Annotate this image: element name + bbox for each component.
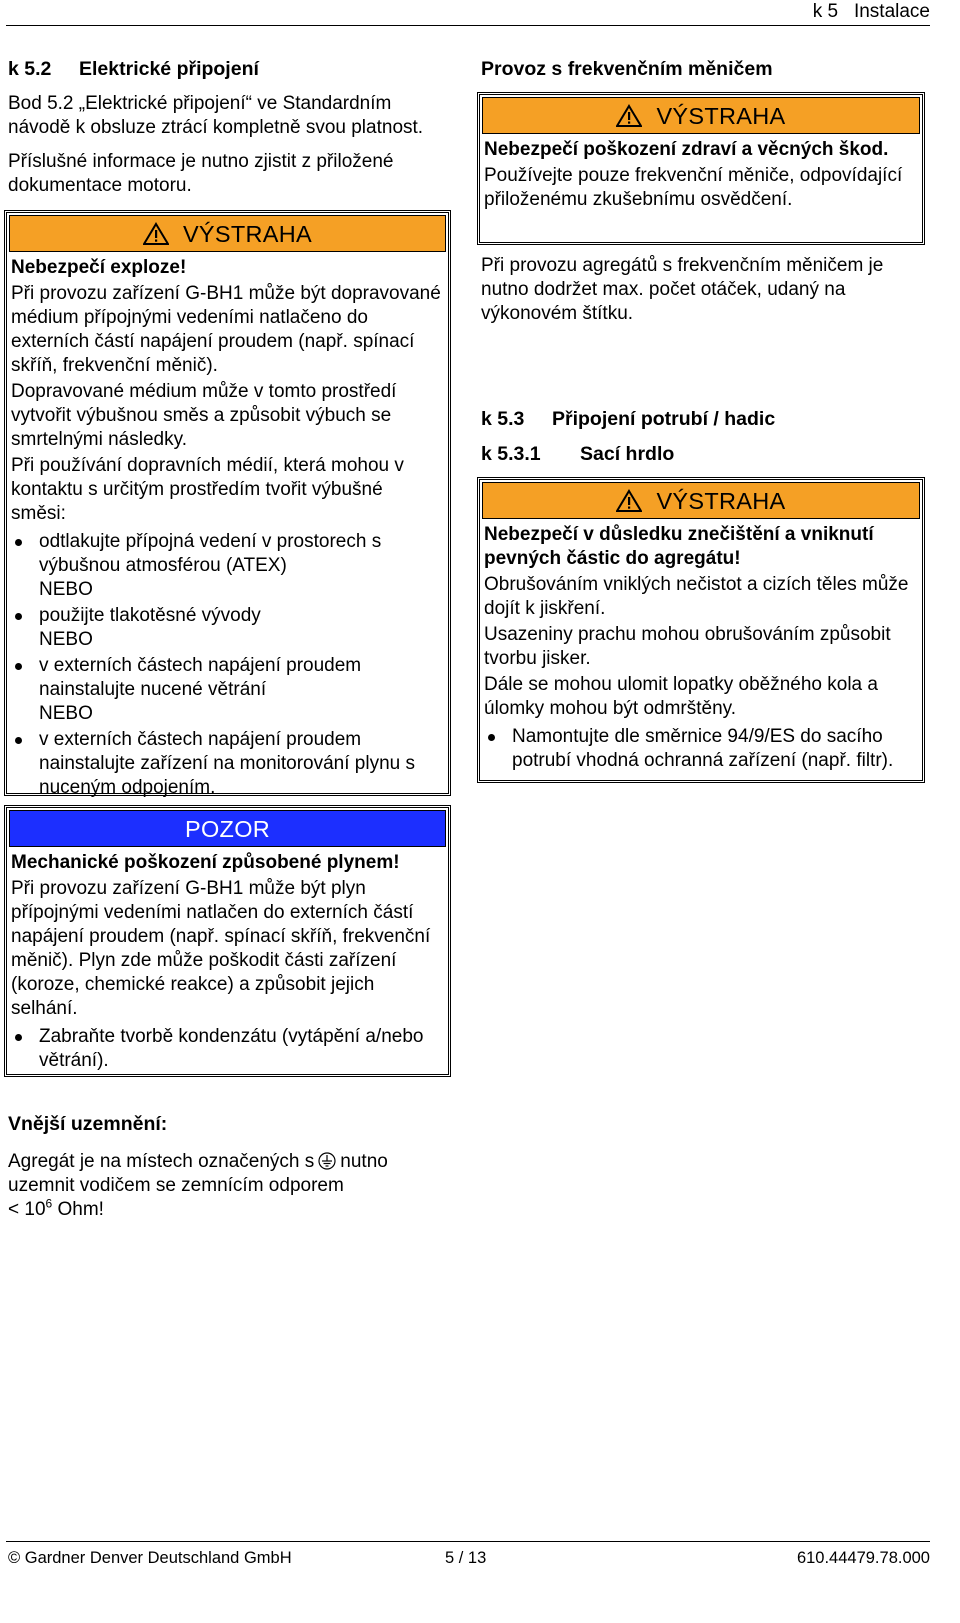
warning-bullet-list xyxy=(11,530,442,800)
section-number: k 5.2 xyxy=(8,58,52,80)
list-item: odtlakujte přípojná vedení v prostorech s výbušnou atmosférou (ATEX) NEBO xyxy=(11,530,442,602)
warning-para1: Při provozu zařízení G-BH1 může být dopravované médium přípojnými vedeními natlačeno do externích částí napájení proudem (např. spínací skříň, frekvenční měnič). xyxy=(11,283,441,376)
warning-freq-box xyxy=(477,92,925,245)
warning-label: VÝSTRAHA xyxy=(656,487,786,514)
section-title: Elektrické připojení xyxy=(79,58,259,80)
footer-page-number: 5 / 13 xyxy=(445,1549,487,1567)
warning-para3: Při používání dopravních médií, která mohou v kontaktu s určitým prostředím tvořit výbušné směsi: xyxy=(11,455,404,524)
warning-para2: Dopravované médium může v tomto prostředí vytvořit výbušnou směs a způsobit výbuch se smrtelnými následky. xyxy=(11,381,397,450)
warning-subtitle: Nebezpečí poškození zdraví a věcných škod. xyxy=(484,139,889,160)
freq-heading: Provoz s frekvenčním měničem xyxy=(481,58,773,80)
section-title: Sací hrdlo xyxy=(580,443,675,465)
grounding-text: Agregát je na místech označených s nutno uzemnit vodičem se zemnícím odporem < $10^6$ Ohm! xyxy=(8,1151,388,1220)
caution-para1: Při provozu zařízení G-BH1 může být plyn přípojnými vedeními natlačen do externích částí napájení proudem (např. spínací skříň, frekvenční měnič). Plyn zde může poškodit části zařízení (koroze, chemické reakce) a způsobit jejich selhání. xyxy=(11,878,431,1019)
section-5-3-1-heading xyxy=(481,442,674,466)
caution-label: POZOR xyxy=(185,815,271,842)
warning-subtitle: Nebezpečí v důsledku znečištění a vniknutí pevných částic do agregátu! xyxy=(484,524,874,569)
list-item: použijte tlakotěsné vývody NEBO xyxy=(11,604,442,652)
header-title: Instalace xyxy=(853,1,930,22)
warning-explosion-box xyxy=(4,210,451,796)
warning-subtitle: Nebezpečí exploze! xyxy=(11,257,187,278)
list-item: Namontujte dle směrnice 94/9/ES do sacího potrubí vhodná ochranná zařízení (např. filtr). xyxy=(484,725,916,773)
list-item: Zabraňte tvorbě kondenzátu (vytápění a/nebo větrání). xyxy=(11,1025,442,1073)
warning-triangle-icon xyxy=(616,104,642,128)
footer-copyright: © Gardner Denver Deutschland GmbH xyxy=(8,1549,292,1567)
section-5-2-para1: Bod 5.2 „Elektrické připojení“ ve Standardním návodě k obsluze ztrácí kompletně svou platnost. xyxy=(8,93,424,138)
header-rule xyxy=(6,25,930,26)
footer-rule xyxy=(6,1541,930,1542)
warning-bullet-list xyxy=(484,725,916,773)
caution-bullet-list xyxy=(11,1025,442,1073)
warning-para3: Dále se mohou ulomit lopatky oběžného kola a úlomky mohou být odmrštěny. xyxy=(484,674,878,719)
list-item: v externích částech napájení proudem nainstalujte zařízení na monitorování plynu s nuceným odpojením. xyxy=(11,728,442,800)
warning-triangle-icon xyxy=(616,489,642,513)
page-header xyxy=(813,0,930,24)
caution-subtitle: Mechanické poškození způsobené plynem! xyxy=(11,852,400,873)
warning-particles-header xyxy=(482,482,920,519)
caution-gas-box xyxy=(4,805,451,1077)
caution-gas-header xyxy=(9,810,446,847)
warning-para1: Používejte pouze frekvenční měniče, odpovídající přiloženému zkušebnímu osvědčení. xyxy=(484,165,903,210)
section-number: k 5.3.1 xyxy=(481,443,541,465)
warning-explosion-header xyxy=(9,215,446,252)
section-5-3-heading xyxy=(481,407,775,431)
freq-paragraph: Při provozu agregátů s frekvenčním měničem je nutno dodržet max. počet otáček, udaný na výkonovém štítku. xyxy=(481,255,884,324)
warning-para2: Usazeniny prachu mohou obrušováním způsobit tvorbu jisker. xyxy=(484,624,891,669)
warning-label: VÝSTRAHA xyxy=(656,102,786,129)
earth-ground-icon xyxy=(318,1152,336,1170)
warning-freq-header xyxy=(482,97,920,134)
warning-para1: Obrušováním vniklých nečistot a cizích těles může dojít k jiskření. xyxy=(484,574,909,619)
section-5-2-para2: Příslušné informace je nutno zjistit z přiložené dokumentace motoru. xyxy=(8,151,394,196)
section-number: k 5.3 xyxy=(481,408,525,430)
grounding-heading: Vnější uzemnění: xyxy=(8,1113,168,1135)
header-chapter: k 5 xyxy=(812,1,839,22)
list-item: v externích částech napájení proudem nainstalujte nucené větrání NEBO xyxy=(11,654,442,726)
warning-triangle-icon xyxy=(143,222,169,246)
section-5-2-heading xyxy=(8,57,259,81)
warning-particles-box xyxy=(477,477,925,783)
footer-doc-number: 610.44479.78.000 xyxy=(796,1549,930,1567)
section-title: Připojení potrubí / hadic xyxy=(552,408,776,430)
warning-label: VÝSTRAHA xyxy=(182,220,313,247)
